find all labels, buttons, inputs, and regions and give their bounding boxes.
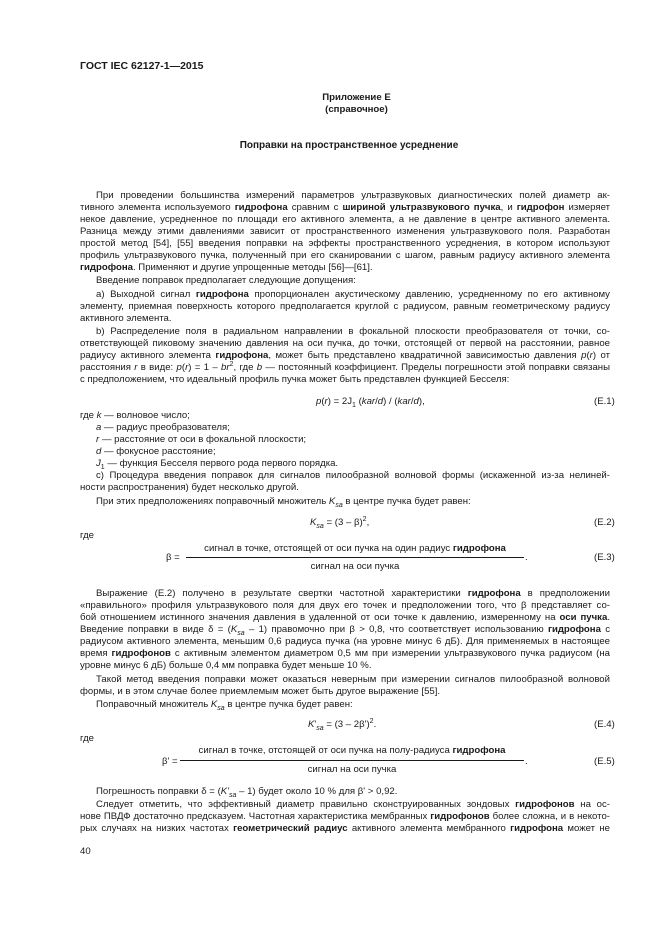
equation-number: (E.2)	[594, 517, 615, 528]
definition-item: d — фокусное расстояние;	[96, 446, 216, 457]
text-line: тивного элемента используемого гидрофона сравним с шириной ультразвукового пучка, и гидрофон измеряет	[80, 202, 610, 213]
text-line: При проведении большинства измерений параметров ультразвуковых диагностических полей диаметр ак-	[96, 190, 610, 201]
equation-e5-numerator: сигнал в точке, отстоящей от оси пучка на полу-радиуса гидрофона	[198, 745, 506, 756]
text-line: Такой метод введения поправки может оказаться неверным при измерении сигналов пилообразной волновой	[96, 674, 610, 685]
equation-e2: $K_{sa} = (3 - \beta)^2$,	[310, 515, 370, 530]
equation-e5-denominator: сигнал на оси пучка	[307, 764, 397, 775]
text-line: рых случаях на низких частотах геометрический радиус активного элемента мембранного гидрофона может не	[80, 823, 610, 834]
text-line: расстояния r в виде: $p(r) = 1 - br^2$, где b — постоянный коэффициент. Пределы погрешности этой поправки связаны	[80, 360, 610, 373]
equation-e3-lhs: β =	[166, 552, 180, 563]
where-label: где	[80, 733, 95, 744]
equation-number: (E.1)	[594, 396, 615, 407]
fraction-line	[186, 557, 524, 558]
definition-item: r — расстояние от оси в фокальной плоскости;	[96, 434, 307, 445]
text-line: Разница между этими давлениями зависит от пространственного изменения ультразвукового поля. Разработан	[80, 226, 610, 237]
text-line: с предположением, что идеальный профиль пучка может быть представлен функцией Бесселя:	[80, 374, 510, 385]
appendix-title: Приложение Е	[322, 92, 391, 103]
equation-e4: $K'_{sa} = (3 - 2\beta')^2$.	[308, 717, 377, 732]
text-line: «правильного» профиля ультразвукового поля для двух его точек и предположении того, что β представляет со-	[80, 600, 610, 611]
text-line: профиль ультразвукового пучка, полученный при его сканировании с шагом, равным радиусу активного элемента	[80, 250, 610, 261]
text-line: некое давление, усредненное по площади его активного элемента, а не давление в центре активного элемента.	[80, 214, 610, 225]
text-line: Следует отметить, что эффективный диаметр правильно сконструированных зондовых гидрофонов на ос-	[96, 799, 610, 810]
text-line: бой отношением истинного значения давления в удаленной от оси точке к давлению, измеренному на оси пучка.	[80, 612, 610, 623]
page-number: 40	[80, 846, 91, 857]
equation-number: (E.4)	[594, 719, 615, 730]
definition-item: $J_1$ — функция Бесселя первого рода первого порядка.	[96, 458, 339, 471]
text-line: радиусом активного элемента, меньшим 0,6 радиуса пучка (на уровне минус 6 дБ). Для применяемых в настоящее	[80, 636, 610, 647]
equation-number: (E.5)	[594, 756, 615, 767]
text-line: гидрофона. Применяют и другие упрощенные методы [56]—[61].	[80, 262, 373, 273]
section-title: Поправки на пространственное усреднение	[239, 140, 459, 151]
equation-e3-denominator: сигнал на оси пучка	[310, 561, 400, 572]
assumptions-intro: Введение поправок предполагает следующие допущения:	[96, 275, 356, 286]
equation-e5-lhs: β' =	[162, 756, 178, 767]
definition-item: a — радиус преобразователя;	[96, 422, 230, 433]
text-line: радиусу активного элемента гидрофона, может быть представлено квадратичной зависимостью давления p(r) от	[80, 350, 610, 361]
text-line: элементу, приемная поверхность которого предполагается круглой с радиусом, равным геометрическому радиусу	[80, 301, 610, 312]
appendix-subtitle: (справочное)	[325, 104, 388, 115]
text-line: уровне минус 6 дБ) больше 0,4 мм поправка будет меньше 10 %.	[80, 660, 372, 671]
text-line: c) Процедура введения поправок для сигналов пилообразной волновой формы (искаженной из-за нелиней-	[96, 470, 610, 481]
text-line: При этих предположениях поправочный множитель $K_{sa}$ в центре пучка будет равен:	[96, 496, 471, 509]
fraction-line	[180, 760, 524, 761]
text-line: активного элемента.	[80, 313, 172, 324]
equation-e3-dot: .	[525, 552, 528, 563]
equation-e5-dot: .	[525, 756, 528, 767]
text-line: b) Распределение поля в радиальном направлении в фокальной плоскости преобразователя от точки, со-	[96, 326, 610, 337]
text-line: нове ПВДФ достаточно предсказуем. Частотная характеристика мембранных гидрофонов более сложна, и в некото-	[80, 811, 611, 822]
document-id: ГОСТ IEC 62127-1—2015	[80, 60, 204, 72]
equation-e3-numerator: сигнал в точке, отстоящей от оси пучка на один радиус гидрофона	[204, 543, 506, 554]
equation-number: (E.3)	[594, 552, 615, 563]
text-line: Введение поправки в виде $\delta = (K_{sa} - 1)$ правомочно при β > 0,8, что соответствует использованию гидрофона с	[80, 624, 611, 637]
equation-e1: $p(r) = 2J_1$ (kar/d) / (kar/d),	[316, 396, 425, 409]
text-line: а) Выходной сигнал гидрофона пропорционален акустическому давлению, усредненному по его активному	[96, 289, 610, 300]
text-line: формы, и в этом случае более приемлемым может быть другое выражение [55].	[80, 686, 441, 697]
text-line: время гидрофонов с активным элементом диаметром 0,5 мм при измерении ультразвукового пучка радиусом (на	[80, 648, 610, 659]
where-label: где k — волновое число;	[80, 410, 190, 421]
text-line: ности распространения) будет несколько другой.	[80, 482, 299, 493]
text-line: Поправочный множитель $K_{sa}$ в центре пучка будет равен:	[96, 699, 353, 712]
where-label: где	[80, 530, 95, 541]
text-line: простой метод [54], [55] введения поправки на эффекты пространственного усреднения, в котором используют	[80, 238, 610, 249]
text-line: Погрешность поправки $\delta = (K'_{sa} - 1)$ будет около 10 % для β' > 0,92.	[96, 786, 398, 799]
text-line: Выражение (E.2) получено в результате свертки частотной характеристики гидрофона в предположении	[96, 588, 610, 599]
text-line: ответствующей пиковому значению давления на оси пучка, до точки, отстоящей от первой на расстоянии, равное	[80, 338, 610, 349]
